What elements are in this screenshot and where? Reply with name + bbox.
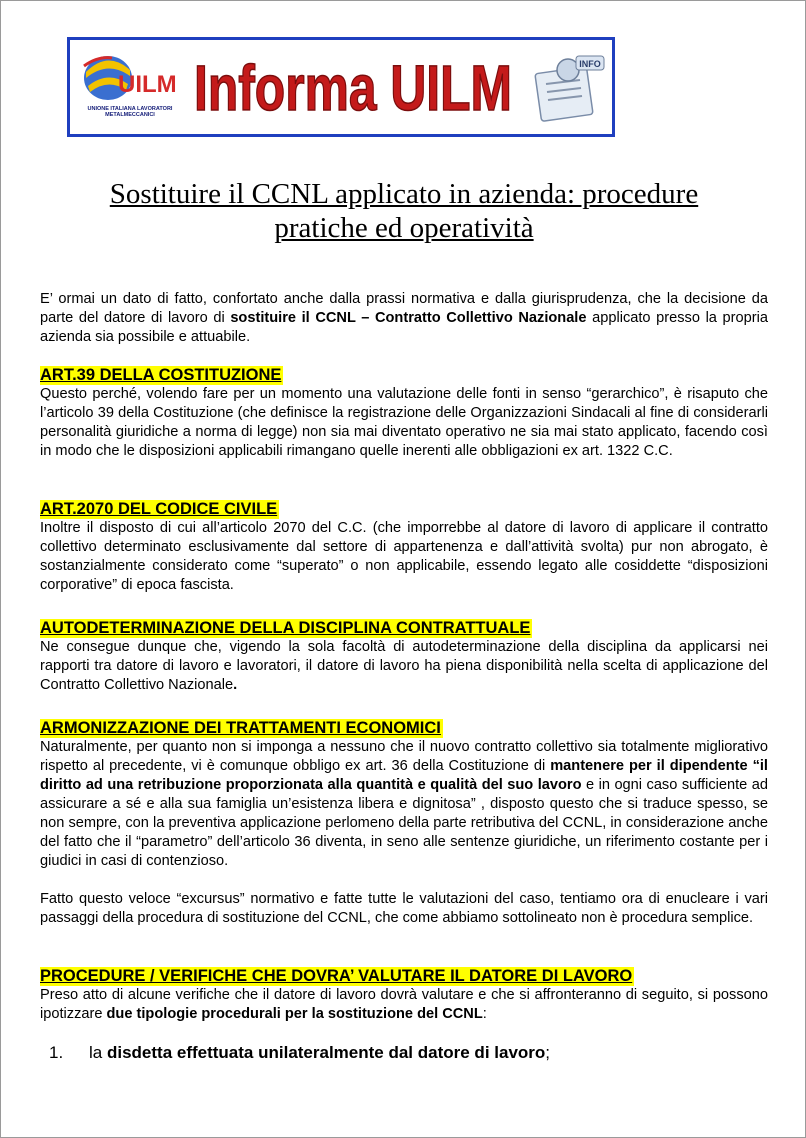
paragraph-art2070: Inoltre il disposto di cui all’articolo 2070 del C.C. (che imporrebbe al datore di lavoro di applicare il contratto collettivo determinato esclusivamente dal settore di appartenenza e dall’attività svolta) pur non abrogato, è sostanzialmente considerato come “superato” o non applicabile, essendo legato alle cosiddette “disposizioni corporative” di epoca fascista.	[40, 520, 768, 593]
heading-art2070: ART.2070 DEL CODICE CIVILE	[40, 500, 278, 518]
paragraph-excursus: Fatto questo veloce “excursus” normativo e fatte tutte le valutazioni del caso, tentiamo ora di enucleare i vari passaggi della procedura di sostituzione del CCNL, che come abbiamo sottolineato non è procedura semplice.	[40, 891, 768, 926]
heading-art39: ART.39 DELLA COSTITUZIONE	[40, 366, 282, 384]
list-number: 1.	[49, 1043, 64, 1062]
logo-subtitle: UNIONE ITALIANA LAVORATORI METALMECCANICI	[87, 106, 173, 118]
page-title	[41, 177, 767, 245]
banner-title-text: Informa UILM	[194, 52, 512, 124]
header-banner	[67, 37, 615, 137]
heading-procedure: PROCEDURE / VERIFICHE CHE DOVRA’ VALUTARE IL DATORE DI LAVORO	[40, 967, 633, 985]
paragraph-autodeterminazione: Ne consegue dunque che, vigendo la sola facoltà di autodeterminazione della disciplina da applicarsi nei rapporti tra datore di lavoro e lavoratori, il datore di lavoro ha piena disponibilità nella scelta di applicazione del Contratto Collettivo Nazionale.	[40, 639, 768, 693]
info-badge: INFO	[579, 59, 601, 69]
heading-armonizzazione: ARMONIZZAZIONE DEI TRATTAMENTI ECONOMICI	[40, 719, 441, 737]
heading-autodeterminazione: AUTODETERMINAZIONE DELLA DISCIPLINA CONTRATTUALE	[40, 619, 531, 637]
newspaper-info-icon	[532, 48, 608, 128]
paragraph-armonizzazione: Naturalmente, per quanto non si imponga a nessuno che il nuovo contratto collettivo sia totalmente migliorativo rispetto al precedente, vi è comunque obbligo ex art. 36 della Costituzione di mantenere per il dipendente “il diritto ad una retribuzione proporzionata alla quantità e qualità del suo lavoro e in ogni caso sufficiente ad assicurare a sé e alla sua famiglia un’esistenza libera e dignitosa” , disposto questo che si traduce spesso, se non sempre, con la preventiva applicazione perlomeno della parte retributiva del CCNL, in considerazione anche del fatto che il “parametro” dell’articolo 36 diventa, in seno alle sentenze giuridiche, un riferimento costante per i giudici in casi di contenzioso.	[40, 739, 768, 869]
banner-title	[188, 42, 518, 132]
uilm-logo	[78, 46, 182, 128]
paragraph-art39: Questo perché, volendo fare per un momento una valutazione delle fonti in senso “gerarchico”, è risaputo che l’articolo 39 della Costituzione (che definisce la registrazione delle Organizzazioni Sindacali al fine di considerarli personalità giuridiche a norma di legge) non sia mai diventato operativo ne sia mai stato applicato, facendo così in modo che le disposizioni applicabili rimangano quelle inerenti alle obbligazioni ex art. 1322 C.C.	[40, 386, 768, 459]
title-line-1: Sostituire il CCNL applicato in azienda: procedure	[109, 178, 699, 210]
uilm-globe-icon	[78, 46, 182, 106]
paragraph-procedure: Preso atto di alcune verifiche che il datore di lavoro dovrà valutare e che si affronteranno di seguito, si possono ipotizzare due tipologie procedurali per la sostituzione del CCNL:	[40, 987, 768, 1022]
logo-wordmark: UILM	[118, 71, 177, 98]
title-line-2: pratiche ed operatività	[274, 212, 534, 244]
intro-paragraph: E’ ormai un dato di fatto, confortato anche dalla prassi normativa e dalla giurisprudenza, che la decisione da parte del datore di lavoro di sostituire il CCNL – Contratto Collettivo Nazionale applicato presso la propria azienda sia possibile e attuabile.	[40, 291, 768, 345]
list-item: 1. la disdetta effettuata unilateralmente dal datore di lavoro;	[49, 1043, 551, 1062]
